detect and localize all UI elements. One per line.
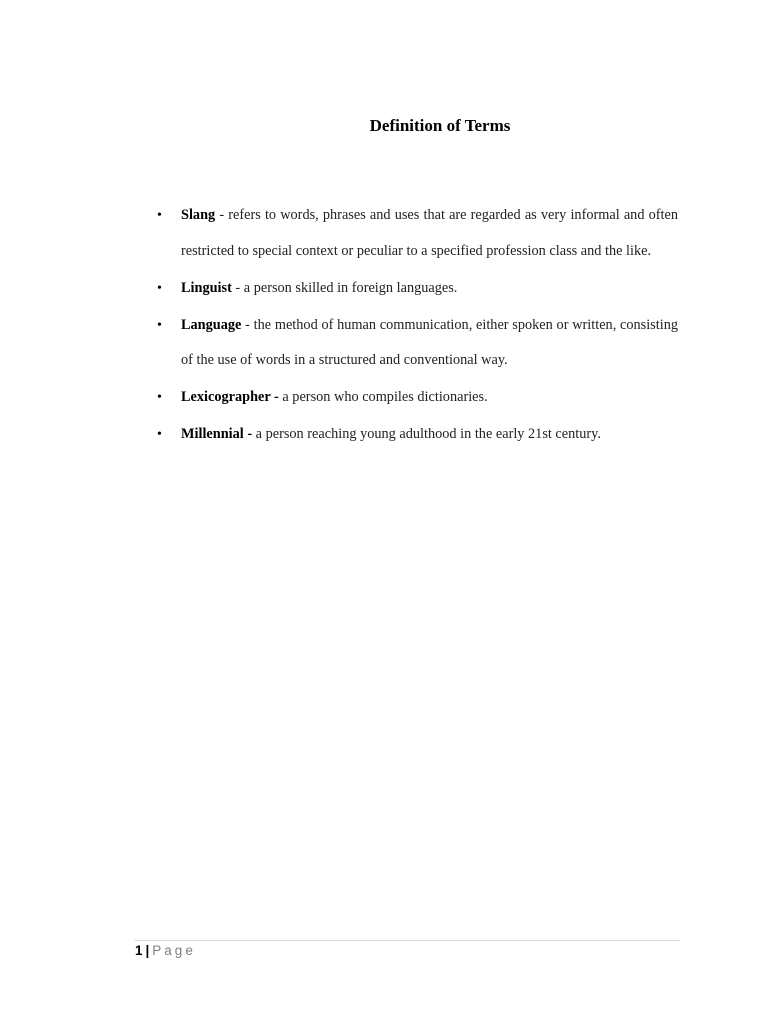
term-word: Lexicographer - <box>181 389 279 405</box>
definition-item-slang <box>157 198 678 269</box>
term-definition: a person who compiles dictionaries. <box>282 389 488 405</box>
term-word: Language <box>181 316 242 333</box>
definition-item-lexicographer <box>157 380 678 416</box>
term-word: Millennial - <box>181 426 253 442</box>
bullet-icon: • <box>157 317 162 333</box>
page-footer <box>135 940 680 958</box>
bullet-icon: • <box>157 427 162 442</box>
page-number: 1 <box>135 943 143 958</box>
footer-separator: | <box>145 943 150 958</box>
bullet-icon: • <box>157 390 162 405</box>
term-definition: a person reaching young adulthood in the early 21st century. <box>255 426 601 442</box>
term-word: Linguist <box>181 279 232 296</box>
term-definition: a person skilled in foreign languages. <box>243 279 458 296</box>
term-separator: - <box>231 279 244 296</box>
term-separator: - <box>241 316 254 333</box>
page-title: Definition of Terms <box>369 116 511 135</box>
definition-item-millennial <box>157 417 678 453</box>
term-definition: the method of human communication, either spoken or written, consisting of the use of words in a structured and conventional way. <box>181 316 678 368</box>
term-definition: refers to words, phrases and uses that are regarded as very informal and often restricted to special context or peculiar to a specified profession class and the like. <box>181 207 678 259</box>
definition-item-language <box>157 308 678 379</box>
term-separator: - <box>215 207 229 223</box>
definitions-list <box>157 198 678 454</box>
page-label: Page <box>152 943 196 958</box>
bullet-icon: • <box>157 280 162 296</box>
term-word: Slang <box>181 207 216 223</box>
definition-item-linguist <box>157 271 678 307</box>
bullet-icon: • <box>157 208 162 223</box>
